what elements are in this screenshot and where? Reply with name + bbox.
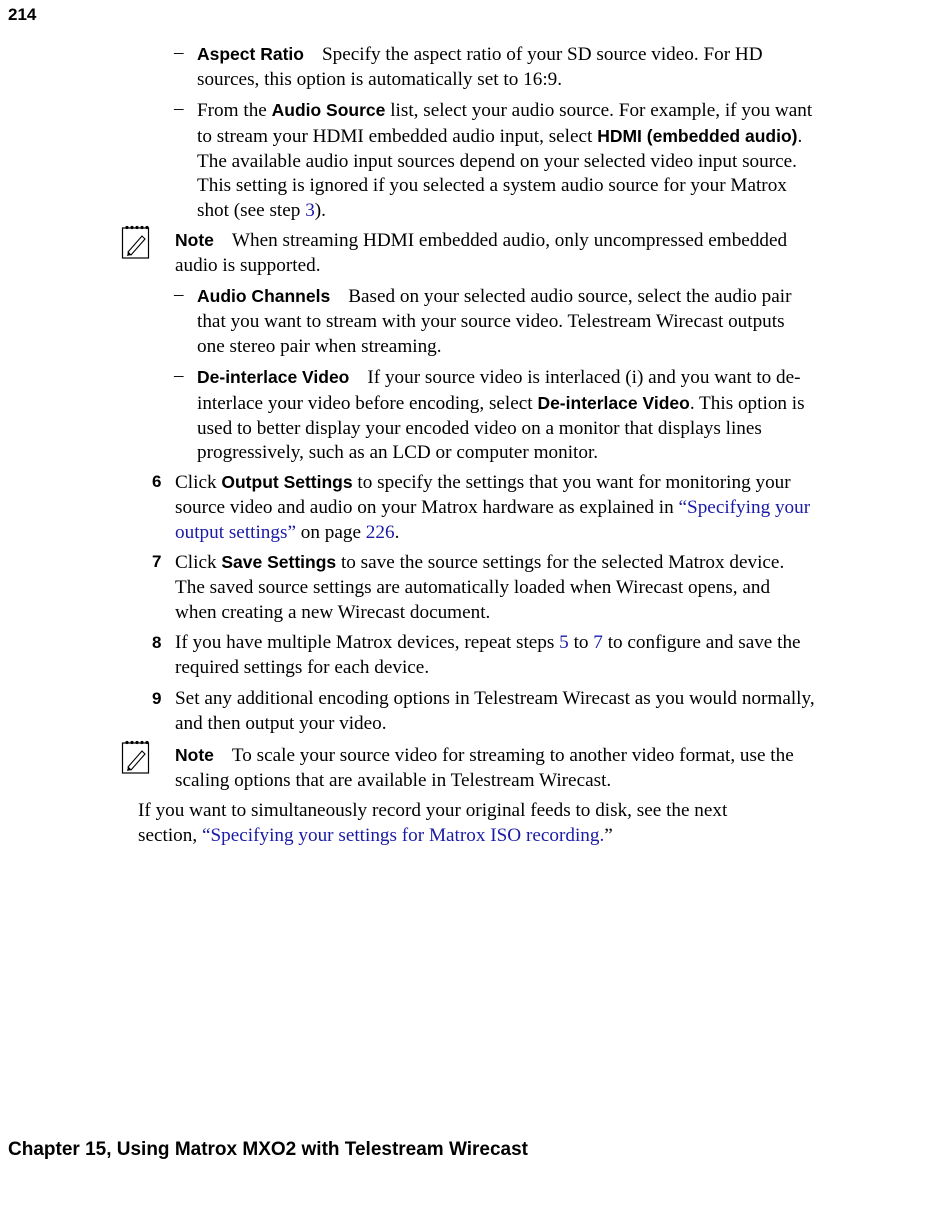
text-run: list, select your audio source. For example, if you want to stream your HDMI embedded audio input, select <box>197 100 813 147</box>
step-9 <box>175 687 815 737</box>
note-1 <box>175 228 815 279</box>
step-number: 7 <box>152 552 162 571</box>
bullet-dash: – <box>174 98 184 119</box>
note-pencil-icon <box>121 739 151 775</box>
text-run: on page <box>295 521 366 543</box>
text-run: ” <box>604 824 613 846</box>
note-2-text: To scale your source video for streaming to another video format, use the scaling options that are available in Telestream Wirecast. <box>175 745 794 791</box>
step-number: 6 <box>152 472 162 491</box>
aspect-ratio-item <box>197 42 817 93</box>
step-8 <box>175 631 815 681</box>
text-run: If you have multiple Matrox devices, repeat steps <box>175 632 560 653</box>
deinterlace-item <box>197 365 817 466</box>
text-run: . This option is used to better display your encoded video on a monitor that displays lines progressively, such as an LCD or computer monitor. <box>197 392 805 464</box>
term-audio-channels: Audio Channels <box>197 286 331 306</box>
link-matrox-iso-recording[interactable]: “Specifying your settings for Matrox ISO recording. <box>201 824 605 846</box>
text-run: to configure and save the required settings for each device. <box>175 632 801 678</box>
page-number: 214 <box>8 5 37 24</box>
term-aspect-ratio: Aspect Ratio <box>197 44 304 64</box>
link-step-7[interactable]: 7 <box>593 632 603 653</box>
term-hdmi-embedded-audio: HDMI (embedded audio) <box>597 125 798 146</box>
term-audio-source: Audio Source <box>271 100 386 120</box>
step-7 <box>175 550 815 625</box>
note-pencil-icon <box>121 224 151 260</box>
text-run: . The available audio input sources depend on your selected video input source. This setting is ignored if you selected a system audio source for your Matrox shot (see step <box>197 125 803 222</box>
text-run: . <box>394 521 400 543</box>
note-label: Note <box>175 745 214 765</box>
text-run: Click <box>175 552 222 573</box>
term-output-settings: Output Settings <box>221 472 353 492</box>
text-run: to <box>568 632 594 653</box>
text-run: ). <box>314 200 326 222</box>
bullet-dash: – <box>174 365 184 386</box>
text-run: to specify the settings that you want for monitoring your source video and audio on your Matrox hardware as explained in <box>175 472 791 518</box>
audio-channels-item <box>197 284 817 359</box>
bullet-dash: – <box>174 42 184 63</box>
text-run: Click <box>175 472 222 493</box>
term-save-settings: Save Settings <box>221 552 337 572</box>
step-6 <box>175 470 815 545</box>
link-step-5[interactable]: 5 <box>559 632 569 653</box>
note-1-text: When streaming HDMI embedded audio, only uncompressed embedded audio is supported. <box>175 230 788 276</box>
chapter-footer: Chapter 15, Using Matrox MXO2 with Telestream Wirecast <box>8 1139 529 1160</box>
audio-channels-text: Based on your selected audio source, select the audio pair that you want to stream with your source video. Telestream Wirecast outputs one stereo pair when streaming. <box>197 286 792 357</box>
term-deinterlace-video: De-interlace Video <box>197 367 350 387</box>
link-output-settings[interactable]: “Specifying your output settings” <box>175 496 811 543</box>
aspect-ratio-text: Specify the aspect ratio of your SD source video. For HD sources, this option is automatically set to 16:9. <box>197 44 763 90</box>
step-number: 8 <box>152 633 162 652</box>
text-run: If your source video is interlaced (i) and you want to de-interlace your video before encoding, select <box>197 367 801 414</box>
note-label: Note <box>175 230 214 250</box>
closing-paragraph <box>138 799 788 849</box>
text-run: From the <box>197 100 272 121</box>
text-run: If you want to simultaneously record your original feeds to disk, see the next section, <box>138 800 728 846</box>
term-deinterlace-video-2: De-interlace Video <box>537 392 690 413</box>
link-step-3[interactable]: 3 <box>305 200 315 222</box>
audio-source-item <box>197 98 817 224</box>
link-page-226[interactable]: 226 <box>365 521 395 543</box>
step-9-text: Set any additional encoding options in Telestream Wirecast as you would normally, and then output your video. <box>175 688 815 734</box>
text-run: to save the source settings for the selected Matrox device. The saved source settings are automatically loaded when Wirecast opens, and when creating a new Wirecast document. <box>175 552 785 623</box>
note-2 <box>175 743 815 794</box>
step-number: 9 <box>152 689 162 708</box>
bullet-dash: – <box>174 284 184 305</box>
